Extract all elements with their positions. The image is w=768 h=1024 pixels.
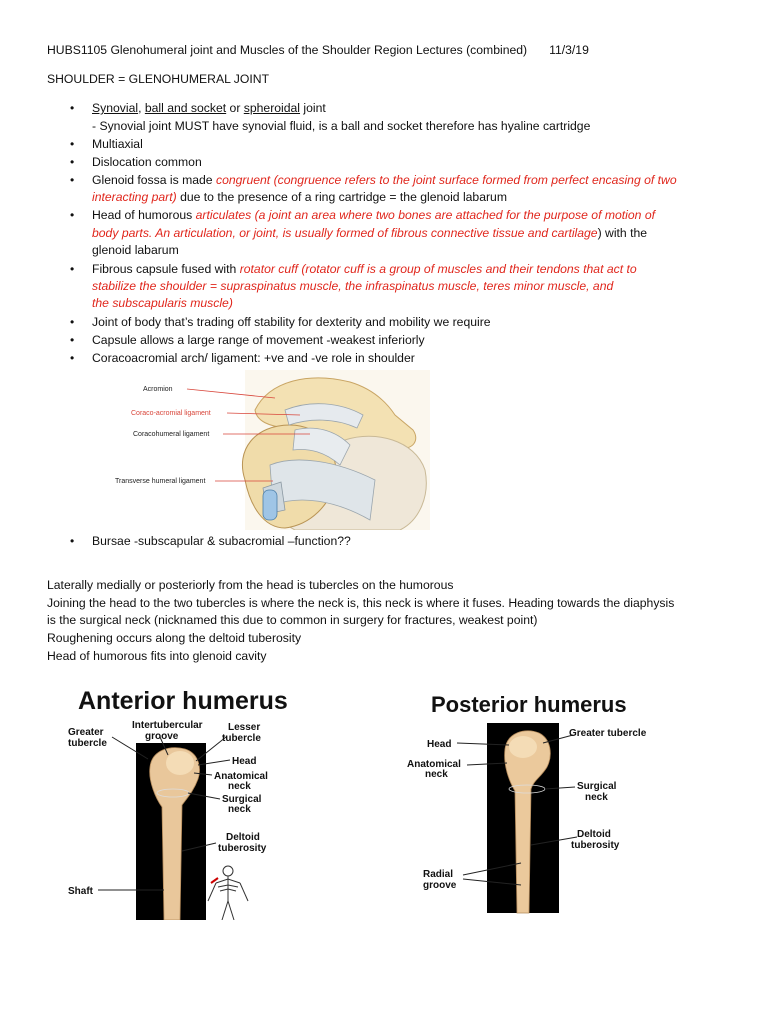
bullet-head-line2: body parts. An articulation, or joint, is usually formed of fibrous connective tissue and cartilage) with the <box>92 226 648 240</box>
label-intertubercular: Intertubercular <box>132 720 203 731</box>
label-tubercle: tubercle <box>68 738 107 749</box>
bullet-capsule-line2: stabilize the shoulder = supraspinatus muscle, the infraspinatus muscle, teres minor muscle, and <box>92 279 614 293</box>
shoulder-ligament-figure <box>95 370 430 530</box>
humeral-head-highlight <box>509 736 537 758</box>
paragraph-line: Roughening occurs along the deltoid tuberosity <box>47 631 302 645</box>
posterior-humerus-title: Posterior humerus <box>431 692 627 717</box>
humeral-head-highlight <box>166 751 194 775</box>
label-groove: groove <box>145 731 179 742</box>
bullet-capsule-line3: the subscapularis muscle) <box>92 296 233 310</box>
label-surgical-neck: neck <box>585 792 608 803</box>
label-head: Head <box>427 739 452 750</box>
bullet-marker: • <box>70 173 75 187</box>
bullet-bursae: Bursae -subscapular & subacromial –function?? <box>92 534 351 548</box>
label-acromion: Acromion <box>143 386 173 393</box>
paragraph-line: Joining the head to the two tubercles is where the neck is, this neck is where it fuses. Heading towards the diaphysis <box>47 596 675 610</box>
label-groove: groove <box>423 880 457 891</box>
posterior-humerus-figure <box>405 685 665 915</box>
label-deltoid: Deltoid <box>226 832 260 843</box>
label-shaft: Shaft <box>68 886 93 897</box>
bullet-marker: • <box>70 333 75 347</box>
biceps-tendon <box>263 490 277 520</box>
label-greater: Greater <box>68 727 104 738</box>
label-anatomical: Anatomical <box>407 759 461 770</box>
bullet-marker: • <box>70 315 75 329</box>
bullet-marker: • <box>70 534 75 548</box>
bullet-tradeoff: Joint of body that’s trading off stability for dexterity and mobility we require <box>92 315 491 329</box>
bullet-glenoid-line1: Glenoid fossa is made congruent (congruence refers to the joint surface formed from perfect encasing of two <box>92 173 677 187</box>
label-surgical: Surgical <box>222 794 262 805</box>
label-surgical: Surgical <box>577 781 617 792</box>
bullet-synovial: Synovial, ball and socket or spheroidal joint <box>92 101 326 115</box>
label-tuberosity: tuberosity <box>218 843 267 854</box>
label-tuberosity: tuberosity <box>571 840 620 851</box>
label-transverse-humeral-ligament: Transverse humeral ligament <box>115 478 206 485</box>
paragraph-line: Laterally medially or posteriorly from the head is tubercles on the humorous <box>47 578 454 592</box>
label-deltoid: Deltoid <box>577 829 611 840</box>
bullet-head-line1: Head of humorous articulates (a joint an area where two bones are attached for the purpose of motion of <box>92 208 655 222</box>
bullet-marker: • <box>70 208 75 222</box>
bullet-marker: • <box>70 155 75 169</box>
label-radial: Radial <box>423 869 454 880</box>
bullet-coracoacromial: Coracoacromial arch/ ligament: +ve and -ve role in shoulder <box>92 351 415 365</box>
document-header <box>47 42 589 58</box>
skeleton-icon <box>208 866 248 920</box>
label-lesser: Lesser <box>228 722 261 733</box>
label-head: Head <box>232 756 257 767</box>
anterior-humerus-title: Anterior humerus <box>78 687 288 715</box>
bullet-multiaxial: Multiaxial <box>92 137 143 151</box>
label-coraco-acromial-ligament: Coraco-acromial ligament <box>131 410 211 417</box>
bullet-glenoid-line2: interacting part) due to the presence of a ring cartridge = the glenoid labarum <box>92 190 507 204</box>
label-anatomical: Anatomical <box>214 771 268 782</box>
document-title: HUBS1105 Glenohumeral joint and Muscles of the Shoulder Region Lectures (combined) <box>47 43 528 57</box>
bullet-range: Capsule allows a large range of movement -weakest inferiorly <box>92 333 425 347</box>
label-surgical-neck: neck <box>228 804 251 815</box>
label-anatomical-neck: neck <box>228 781 251 792</box>
paragraph-line: is the surgical neck (nicknamed this due to common in surgery for fractures, weakest point) <box>47 613 538 627</box>
label-anatomical-neck: neck <box>425 769 448 780</box>
bullet-marker: • <box>70 101 75 115</box>
bullet-synovial-subtext: - Synovial joint MUST have synovial fluid, is a ball and socket therefore has hyaline cartridge <box>92 119 591 133</box>
label-lesser-tubercle: tubercle <box>222 733 261 744</box>
document-date: 11/3/19 <box>549 43 589 57</box>
paragraph-line: Head of humorous fits into glenoid cavity <box>47 649 267 663</box>
bullet-marker: • <box>70 137 75 151</box>
label-greater-tubercle: Greater tubercle <box>569 728 647 739</box>
anterior-humerus-figure <box>40 675 290 920</box>
bullet-capsule-line1: Fibrous capsule fused with rotator cuff (rotator cuff is a group of muscles and their tendons that act to <box>92 262 637 276</box>
bullet-dislocation: Dislocation common <box>92 155 202 169</box>
bullet-marker: • <box>70 262 75 276</box>
label-coracohumeral-ligament: Coracohumeral ligament <box>133 431 210 438</box>
bullet-marker: • <box>70 351 75 365</box>
section-title: SHOULDER = GLENOHUMERAL JOINT <box>47 72 270 86</box>
bullet-head-line3: glenoid labarum <box>92 243 179 257</box>
